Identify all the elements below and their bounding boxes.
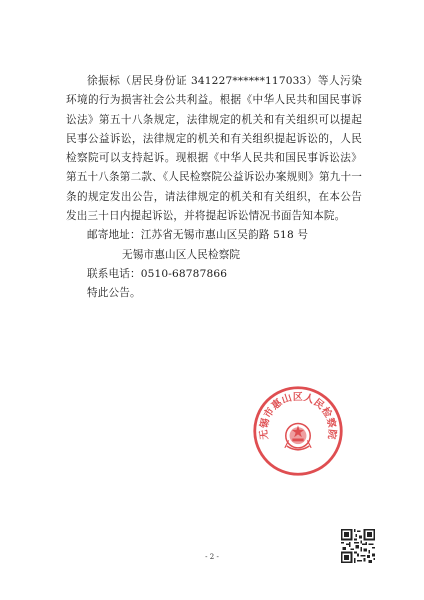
- page-number: - 2 -: [205, 553, 219, 561]
- mail-address-line-1: 邮寄地址：江苏省无锡市惠山区吴韵路 518 号: [87, 229, 309, 242]
- mail-address-line-2: 无锡市惠山区人民检察院: [122, 248, 241, 261]
- seal-text: 无锡市惠山区人民检察院: [258, 391, 338, 441]
- contact-phone: 联系电话：0510-68787866: [87, 267, 228, 280]
- notice-body: [66, 72, 362, 304]
- official-seal: [251, 384, 345, 478]
- closing-text: 特此公告。: [87, 287, 141, 300]
- national-emblem-icon: [285, 423, 311, 449]
- notice-paragraph: 徐振标（居民身份证 341227******117033）等人污染环境的行为损害社会公共利益。根据《中华人民共和国民事诉讼法》第五十八条规定，法律规定的机关和有关组织可以提起民事公益诉讼，法律规定的机关和有关组织提起诉讼的，人民检察院可以支持起诉。现根据《中华人民共和国民事诉讼法》第五十八条第二款、《人民检察院公益诉讼办案规则》第九十一条的规定发出公告，请法律规定的机关和有关组织，在本公告发出三十日内提起诉讼，并将提起诉讼情况书面告知本院。: [66, 75, 362, 223]
